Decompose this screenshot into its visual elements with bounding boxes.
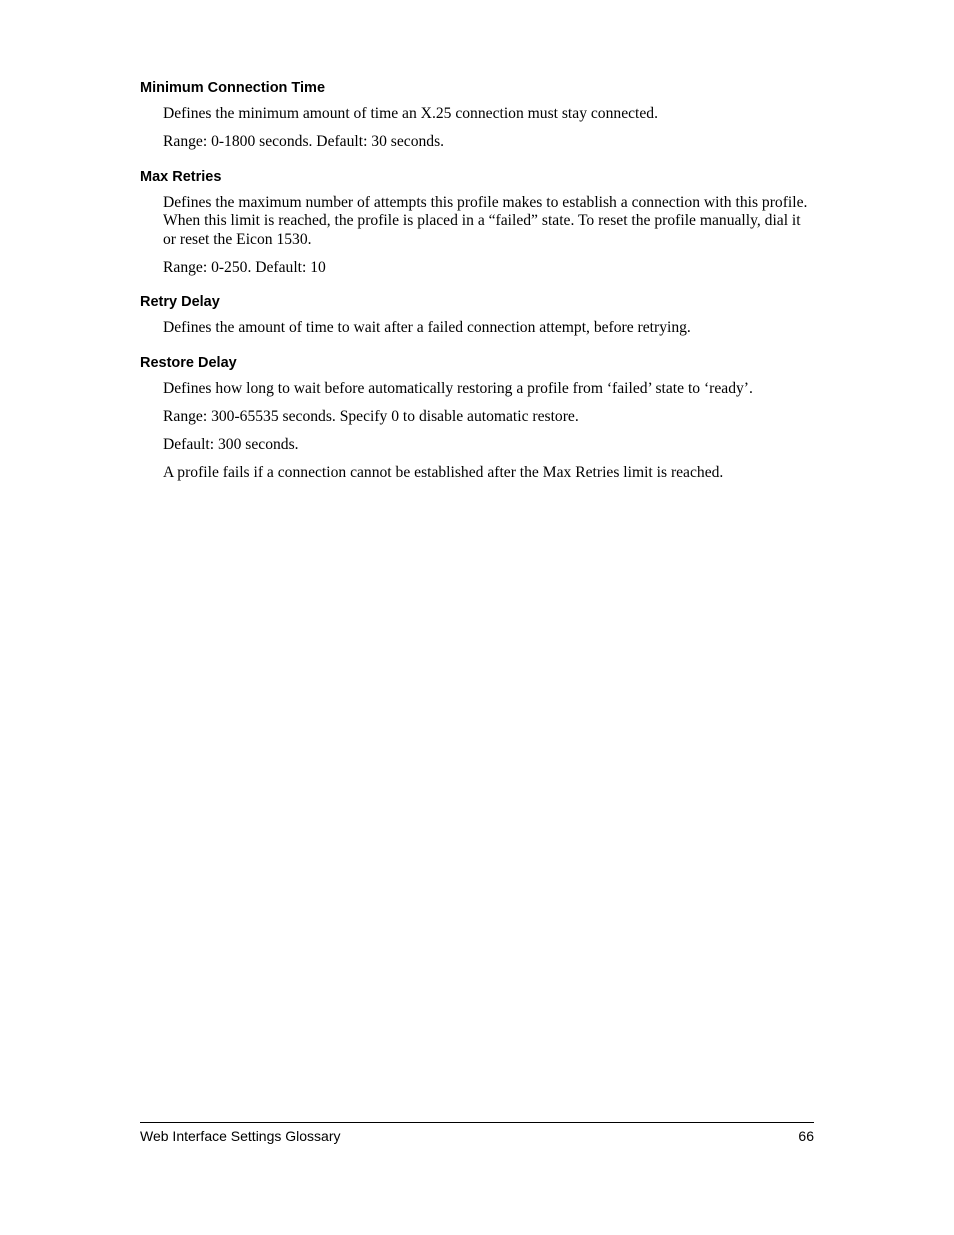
section-paragraph: Range: 0-250. Default: 10 — [163, 258, 326, 276]
section-restore-delay — [140, 353, 814, 483]
section-heading: Retry Delay — [140, 294, 220, 310]
section-paragraph: Range: 300-65535 seconds. Specify 0 to disable automatic restore. — [163, 407, 579, 425]
section-paragraph: A profile fails if a connection cannot be established after the Max Retries limit is reached. — [163, 463, 724, 481]
section-max-retries — [140, 167, 814, 278]
footer-title: Web Interface Settings Glossary — [140, 1128, 341, 1144]
section-paragraph: Defines the minimum amount of time an X.25 connection must stay connected. — [163, 105, 658, 122]
section-heading: Minimum Connection Time — [140, 80, 326, 96]
section-retry-delay — [140, 292, 814, 338]
section-paragraph: Defines the amount of time to wait after a failed connection attempt, before retrying. — [163, 319, 691, 336]
section-paragraph: Defines the maximum number of attempts this profile makes to establish a connection with this profile. When this limit is reached, the profile is placed in a “failed” state. To reset the profile manually, dial it or reset the Eicon 1530. — [163, 193, 808, 248]
section-heading: Restore Delay — [140, 354, 237, 371]
section-heading: Max Retries — [140, 168, 222, 185]
section-paragraph: Range: 0-1800 seconds. Default: 30 seconds. — [163, 133, 445, 150]
section-minimum-connection-time — [140, 78, 814, 152]
section-paragraph: Defines how long to wait before automatically restoring a profile from ‘failed’ state to ‘ready’. — [163, 379, 753, 397]
section-paragraph: Default: 300 seconds. — [163, 435, 299, 453]
page-number: 66 — [798, 1128, 814, 1144]
glossary-content — [140, 78, 814, 492]
page-footer — [140, 1122, 814, 1145]
